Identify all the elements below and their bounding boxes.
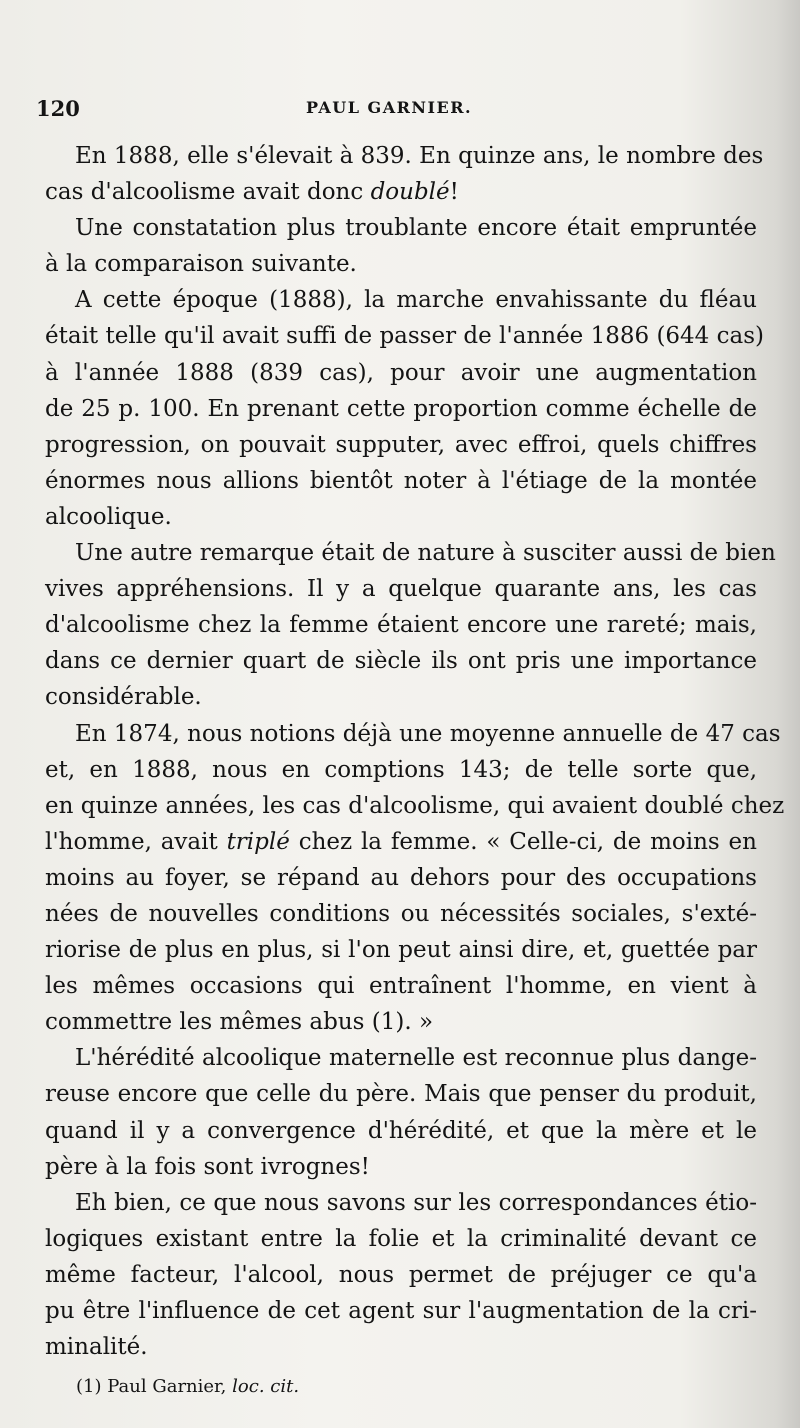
text-line: En 1874, nous notions déjà une moyenne annuelle de 47 cas [75,720,781,747]
text-line: cas d'alcoolisme avait donc doublé! [45,179,459,206]
paragraph [45,138,764,210]
text-line: à l'année 1888 (839 cas), pour avoir une augmentation [45,359,757,386]
body-text [45,138,785,1365]
text-line: alcoolique. [45,503,172,530]
text-line: père à la fois sont ivrognes! [45,1153,370,1180]
text-line: et, en 1888, nous en comptions 143; de telle sorte que, [45,756,757,783]
text-line: nées de nouvelles conditions ou nécessités sociales, s'exté- [45,900,757,927]
text-line: était telle qu'il avait suffi de passer de l'année 1886 (644 cas) [45,323,764,350]
running-head: PAUL GARNIER. [306,98,473,117]
footnote-reference: loc. cit. [232,1376,300,1397]
text-line: A cette époque (1888), la marche envahissante du fléau [75,287,757,314]
footnote-marker: (1) [76,1376,102,1397]
text-line: moins au foyer, se répand au dehors pour des occupations [45,864,757,891]
text-line: énormes nous allions bientôt noter à l'étiage de la montée [45,467,757,494]
text-line: les mêmes occasions qui entraînent l'homme, en vient à [45,973,757,1000]
text-line: considérable. [45,684,202,711]
text-line: logiques existant entre la folie et la criminalité devant ce [45,1225,757,1252]
text-line: à la comparaison suivante. [45,251,357,278]
text-line: Une constatation plus troublante encore était empruntée [75,215,757,242]
text-line: d'alcoolisme chez la femme étaient encore une rareté; mais, [45,612,757,639]
paragraph [45,535,776,715]
page-header [36,96,756,126]
text-line: en quinze années, les cas d'alcoolisme, qui avaient doublé chez [45,792,785,819]
text-line: l'homme, avait triplé chez la femme. « Celle-ci, de moins en [45,828,757,855]
paragraph [45,716,785,1041]
text-line: progression, on pouvait supputer, avec effroi, quels chiffres [45,431,757,458]
text-line: pu être l'influence de cet agent sur l'augmentation de la cri- [45,1298,757,1324]
text-line: même facteur, l'alcool, nous permet de préjuger ce qu'a [45,1261,757,1288]
footnote-author: Paul Garnier, [107,1376,227,1397]
paragraph [45,1185,757,1365]
text-line: de 25 p. 100. En prenant cette proportion comme échelle de [45,395,757,422]
text-line: En 1888, elle s'élevait à 839. En quinze ans, le nombre des [75,143,764,169]
text-line: Eh bien, ce que nous savons sur les correspondances étio- [75,1189,757,1216]
page-number: 120 [36,96,80,121]
text-line: L'hérédité alcoolique maternelle est reconnue plus dange- [75,1045,757,1072]
text-line: Une autre remarque était de nature à susciter aussi de bien [75,540,776,567]
text-line: dans ce dernier quart de siècle ils ont pris une importance [45,648,757,675]
paragraph [45,1040,757,1184]
text-line: riorise de plus en plus, si l'on peut ainsi dire, et, guettée par [45,937,757,964]
text-line: reuse encore que celle du père. Mais que penser du produit, [45,1081,757,1108]
paragraph [45,210,757,282]
text-line: commettre les mêmes abus (1). » [45,1009,434,1036]
text-line: quand il y a convergence d'hérédité, et que la mère et le [45,1117,757,1144]
footnote [76,1376,299,1397]
text-line: minalité. [45,1334,148,1361]
paragraph [45,282,764,535]
text-line: vives appréhensions. Il y a quelque quarante ans, les cas [45,576,757,603]
